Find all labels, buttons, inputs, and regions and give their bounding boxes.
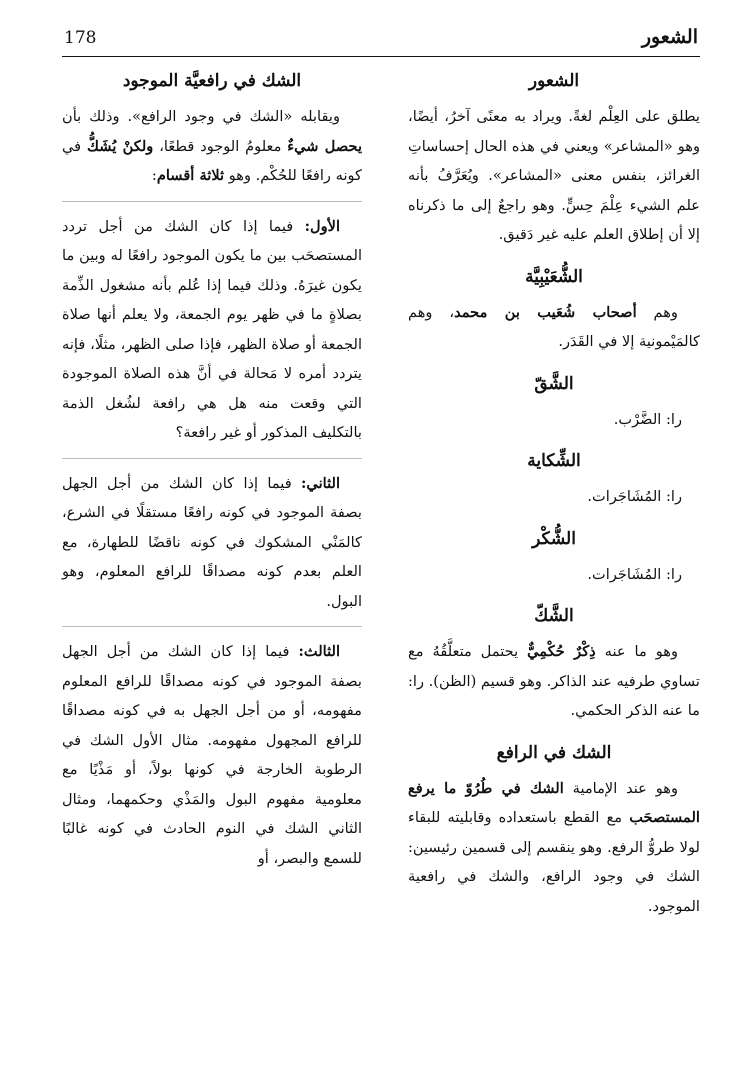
section-label: الثالث: (298, 643, 340, 660)
text-run: ، وهم كالمَيْمونية إلا في القَدَر. (408, 303, 700, 350)
left-column (62, 66, 362, 883)
section-label: الأول: (304, 217, 340, 235)
entry-title-shakk-rafi: الشك في الرافع (496, 742, 612, 763)
entry-text-shakk-rafi (408, 774, 700, 922)
entry-title-shukr: الشُّكْر (532, 528, 576, 549)
text-run: : (151, 167, 157, 184)
text-run: ويقابله «الشك في وجود الرافع». وذلك بأن (62, 108, 340, 125)
entry-title-shakk-rafiiyya: الشك في رافعيَّة الموجود (122, 71, 302, 91)
entry-intro (62, 102, 362, 191)
entry-title-shuaybiyya: الشُّعَيْبِيَّة (525, 266, 583, 287)
divider (62, 458, 362, 459)
bold-term: يحصل شيءٌ (287, 137, 363, 155)
section-third (62, 637, 362, 873)
text-run: مع القطع باستعداده وقابليته للبقاء لولا طروُّ الرفع. وهو ينقسم إلى قسمين رئيسين: الشك في وجود الرافع، والشك في رافعية الموجود. (408, 809, 700, 915)
text-run: في كونه رافعًا للحُكْم. وهو (62, 137, 362, 184)
text-run: وهو ما عنه (595, 643, 678, 660)
running-title: الشعور (641, 26, 698, 48)
entry-title-shakk: الشَّكّ (534, 606, 574, 626)
text-run: وهو عند الإمامية (563, 779, 678, 797)
bold-term: ذِكْرٌ حُكْمِيٌّ (527, 643, 596, 660)
page-number: 178 (64, 28, 97, 48)
entry-title-shaqq: الشَّقّ (534, 373, 574, 394)
cross-reference-shaqq: را: الضَّرْب. (613, 410, 682, 428)
page-header (62, 22, 700, 57)
cross-reference-shukr: را: المُشَاجَرات. (587, 565, 682, 583)
bold-term: ولكنْ يُشَكُّ (87, 137, 154, 155)
divider (62, 201, 362, 202)
text-run: يحتمل متعلَّقُهُ مع تساوي طرفيه عند الذاكر. وهو قسيم (الظن). را: ما عنه الذكر الحكمي. (408, 643, 700, 719)
entry-text-shuur: يطلق على العِلْم لغةً. ويراد به معنًى آخرُ، أيضًا، وهو «المشاعر» ويعني في هذه الحال إحساساتِ الغرائز، بنفس معنى «المشاعر». ويُعَرَّفُ بأنه علم الشيء عِلْمَ حِسٍّ. وهو راجعٌ إلى ما ذكرناه إلا أن إطلاق العلم عليه غير دَقيق. (408, 108, 700, 243)
right-column (408, 66, 700, 931)
section-second (62, 469, 362, 617)
entry-text-shakk (408, 637, 700, 726)
section-text: فيما إذا كان الشك من أجل تردد المستصحَب بين ما يكون الموجود رافعًا له وبين ما يكون غيرَهُ. وذلك فيما إذا عُلم بأنه مشغول الذِّمة بصلاةٍ ما في ظهر يوم الجمعة، ولا يعلم أنها صلاة الجمعة أو صلاة الظهر، فإذا صلى الظهر، مثلًا، فإنه يتردد أمره لا مَحالة في أنَّ هذه الصلاة الموجودة التي وقعت منه هل هي رافعة لشُغل الذمة بالتكليف المذكور أو غير رافعة؟ (62, 217, 362, 441)
entry-title-shikaya: الشِّكاية (527, 451, 581, 471)
bold-term: الشك في طُرُوّ ما يرفع المستصحَب (408, 779, 700, 826)
section-first (62, 212, 362, 448)
entry-text-shuaybiyya (408, 298, 700, 357)
divider (62, 626, 362, 627)
section-text: فيما إذا كان الشك من أجل الجهل بصفة الموجود في كونه مصداقًا للرافع المعلوم مفهومه، أو من أجل الجهل به في كونه مصداقًا للرافع المجهول مفهومه. مثال الأول الشك في الرطوبة الخارجة في كونها بولاً، أو مَذْيًا مع معلومية مفهوم البول والمَذْي وحكمهما، ومثال الثاني الشك في النوم الحادث في كونه غالبًا للسمع والبصر، أو (62, 643, 362, 867)
bold-term: أصحاب شُعَيب بن محمد (454, 303, 637, 321)
bold-term: ثلاثة أقسام (156, 167, 225, 184)
section-label: الثاني: (301, 474, 340, 492)
section-text: فيما إذا كان الشك من أجل الجهل بصفة الموجود في كونه رافعًا مستقلًا في الشرع، كالمَنْي المشكوك في كونه ناقضًا للطهارة، مع العلم بعدم كونه مصداقًا للرافع المعلوم، وهو البول. (62, 474, 362, 610)
text-run: وهم (636, 303, 678, 321)
text-run: معلومُ الوجود قطعًا، (153, 137, 288, 155)
entry-title-shuur: الشعور (528, 71, 580, 91)
cross-reference-shikaya: را: المُشَاجَرات. (587, 488, 682, 505)
